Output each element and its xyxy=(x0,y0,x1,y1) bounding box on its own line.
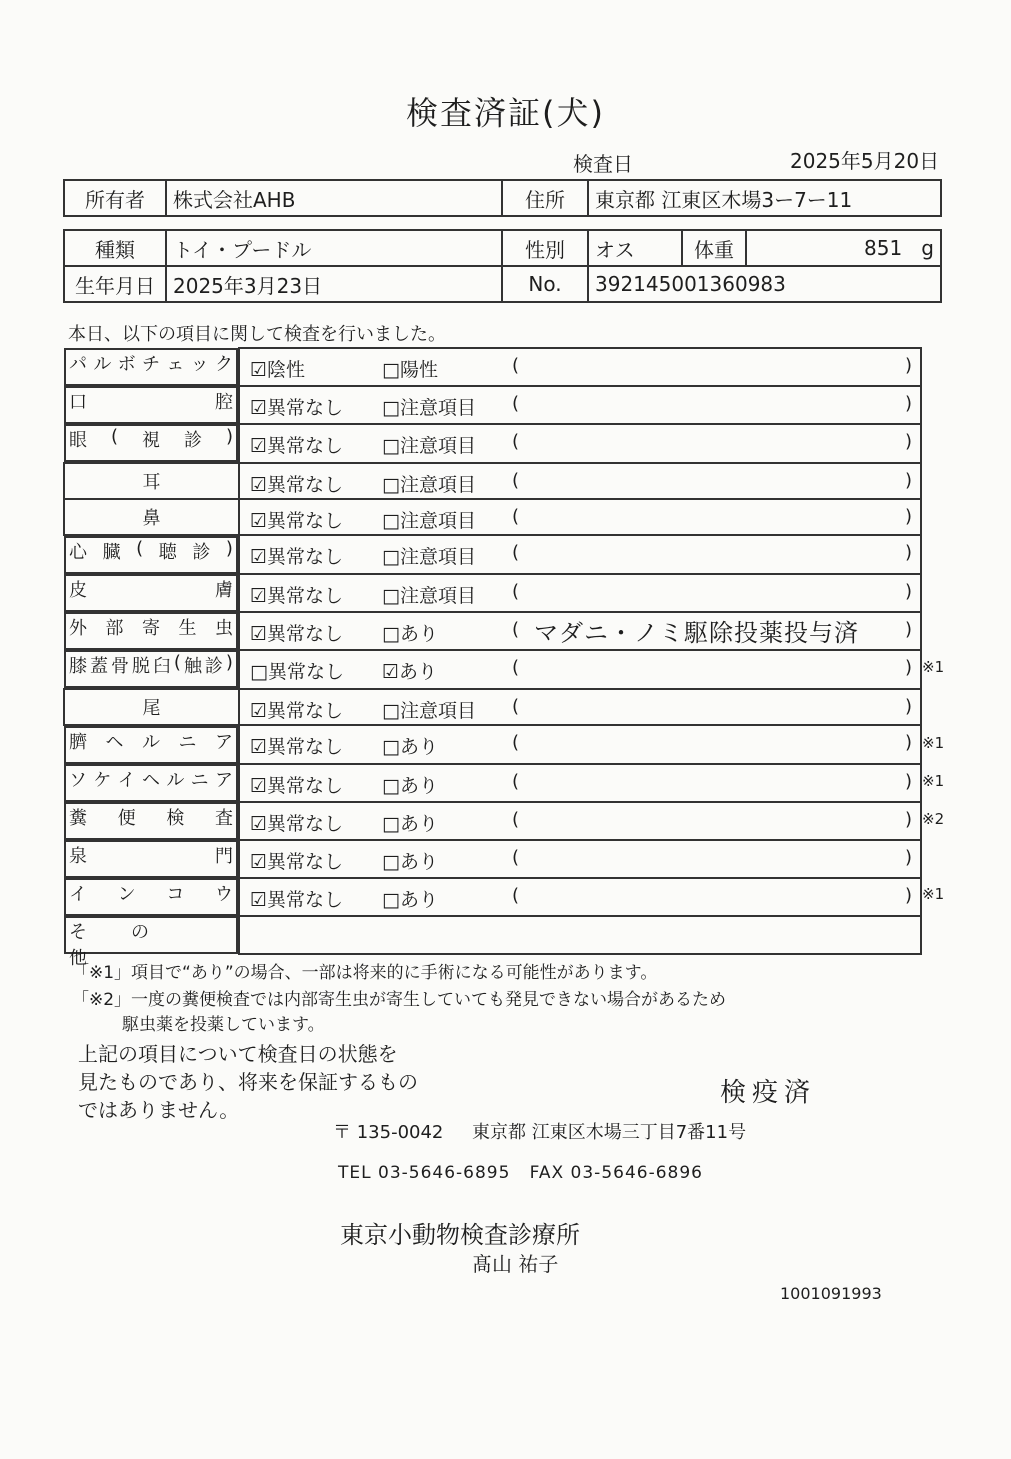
check-row xyxy=(64,463,921,499)
label-char: 腔 xyxy=(215,392,233,413)
check-row xyxy=(64,612,921,650)
label-char: 聴 xyxy=(158,542,177,563)
label-char: 骨 xyxy=(110,656,129,677)
check-item-label xyxy=(64,499,239,535)
label-char: 膝 xyxy=(69,656,87,677)
footnote-mark: ※1 xyxy=(922,658,945,677)
label-char: 臍 xyxy=(69,732,87,753)
open-paren: ( xyxy=(512,657,520,678)
intro-text: 本日、以下の項目に関して検査を行いました。 xyxy=(68,324,446,345)
option-normal: □異常なし xyxy=(250,661,344,683)
check-item-label xyxy=(64,348,238,386)
exam-date: 2025年5月20日 xyxy=(790,149,940,173)
open-paren: ( xyxy=(512,619,520,640)
close-paren: ) xyxy=(904,542,912,563)
label-char: ヘ xyxy=(141,770,160,791)
quarantine-seal: 検疫済 xyxy=(720,1078,817,1108)
footnote-1: 「※1」項目で“あり”の場合、一部は将来的に手術になる可能性があります。 xyxy=(72,963,658,983)
close-paren: ) xyxy=(904,619,912,640)
other-label xyxy=(64,916,238,969)
footnote-mark: ※2 xyxy=(922,809,945,828)
label-char: 検 xyxy=(166,808,185,829)
option-normal: ☑異常なし xyxy=(250,510,344,532)
label-char: 泉 xyxy=(69,846,87,867)
option-abnormal: □あり xyxy=(382,889,438,911)
option-abnormal: □陽性 xyxy=(382,359,438,381)
label-char: イ xyxy=(117,770,136,791)
check-row xyxy=(64,499,921,535)
option-normal: ☑異常なし xyxy=(250,736,344,758)
check-options xyxy=(239,574,921,612)
tel-number: TEL 03-5646-6895 xyxy=(338,1163,511,1183)
label-char: 外 xyxy=(69,618,87,639)
disclaimer-line: ではありません。 xyxy=(78,1098,240,1122)
option-normal: ☑異常なし xyxy=(250,435,344,457)
label-char: 生 xyxy=(178,618,197,639)
label-char: 皮 xyxy=(69,580,87,601)
open-paren: ( xyxy=(512,771,520,792)
label-char: 部 xyxy=(105,618,124,639)
option-abnormal: □注意項目 xyxy=(382,585,476,607)
check-row xyxy=(64,878,921,916)
footnote-mark: ※1 xyxy=(922,734,945,752)
label-char: ソ xyxy=(69,770,87,791)
label-char: 鼻 xyxy=(142,508,161,529)
open-paren: ( xyxy=(512,696,520,717)
label-char: ニ xyxy=(178,732,197,753)
label-char: ェ xyxy=(166,354,185,375)
check-item-label xyxy=(64,878,238,916)
close-paren: ) xyxy=(904,847,912,868)
weight-label: 体重 xyxy=(682,230,746,266)
option-abnormal: □注意項目 xyxy=(382,546,476,568)
open-paren: ( xyxy=(512,885,520,906)
option-normal: ☑異常なし xyxy=(250,700,344,722)
sex-label: 性別 xyxy=(502,230,588,266)
open-paren: ( xyxy=(512,809,520,830)
other-value xyxy=(239,916,921,954)
close-paren: ) xyxy=(904,657,912,678)
clinic-name: 東京小動物検査診療所 xyxy=(340,1221,580,1249)
option-abnormal: □注意項目 xyxy=(382,397,476,419)
check-item-label xyxy=(64,840,238,878)
address-value: 東京都 江東区木場3ー7ー11 xyxy=(588,180,941,216)
label-char: 触 xyxy=(183,656,202,677)
label-char: 臓 xyxy=(102,542,121,563)
label-char: ッ xyxy=(190,354,209,375)
label-char: ニ xyxy=(190,770,209,791)
close-paren: ) xyxy=(904,355,912,376)
option-normal: ☑異常なし xyxy=(250,546,344,568)
footnote-mark: ※1 xyxy=(922,885,945,904)
label-char: 視 xyxy=(142,430,160,451)
close-paren: ) xyxy=(904,431,912,452)
option-abnormal: ☑あり xyxy=(382,661,438,683)
label-char: 耳 xyxy=(142,472,161,493)
open-paren: ( xyxy=(512,431,520,452)
check-options xyxy=(239,424,921,463)
document-number: 1001091993 xyxy=(780,1284,882,1303)
label-char: 門 xyxy=(215,846,233,867)
no-value: 392145001360983 xyxy=(588,266,941,302)
check-row xyxy=(64,725,921,764)
check-row xyxy=(64,840,921,878)
check-item-label xyxy=(64,764,238,802)
label-char: ( xyxy=(110,426,119,447)
label-char: ル xyxy=(142,732,160,753)
check-item-label xyxy=(64,802,238,840)
label-char: 尾 xyxy=(142,698,161,719)
check-options xyxy=(239,386,921,424)
check-table xyxy=(63,347,922,969)
exam-date-label: 検査日 xyxy=(573,152,633,176)
option-abnormal: □注意項目 xyxy=(382,474,476,496)
check-options xyxy=(239,725,921,764)
clinic-street: 東京都 江東区木場三丁目7番11号 xyxy=(472,1122,747,1143)
open-paren: ( xyxy=(512,355,520,376)
footnote-2: 「※2」一度の糞便検査では内部寄生虫が寄生していても発見できない場合があるため xyxy=(72,990,727,1010)
label-char: ) xyxy=(225,652,233,673)
check-row xyxy=(64,802,921,840)
label-char: ケ xyxy=(93,770,112,791)
option-normal: ☑異常なし xyxy=(250,889,344,911)
label-char: 眼 xyxy=(69,430,87,451)
label-char: 診 xyxy=(192,542,211,563)
owner-value: 株式会社AHB xyxy=(166,180,502,216)
option-normal: ☑異常なし xyxy=(250,397,344,419)
close-paren: ) xyxy=(904,581,912,602)
check-options xyxy=(239,535,921,574)
label-char: ) xyxy=(225,538,233,559)
open-paren: ( xyxy=(512,470,520,491)
close-paren: ) xyxy=(904,393,912,414)
label-char: コ xyxy=(166,884,185,905)
check-options xyxy=(239,612,921,650)
label-char: ア xyxy=(215,732,233,753)
disclaimer-line: 上記の項目について検査日の状態を xyxy=(78,1042,398,1066)
close-paren: ) xyxy=(904,809,912,830)
label-char: ( xyxy=(173,652,181,673)
option-normal: ☑陰性 xyxy=(250,359,306,381)
close-paren: ) xyxy=(904,732,912,753)
open-paren: ( xyxy=(512,847,520,868)
label-char: 心 xyxy=(69,542,87,563)
label-char: イ xyxy=(69,884,87,905)
option-normal: ☑異常なし xyxy=(250,775,344,797)
disclaimer-line: 見たものであり、将来を保証するもの xyxy=(78,1070,418,1094)
label-char: 臼 xyxy=(152,656,171,677)
check-row xyxy=(64,689,921,725)
option-normal: ☑異常なし xyxy=(250,623,344,645)
label-char: 診 xyxy=(204,656,223,677)
check-options xyxy=(239,463,921,499)
label-char: パ xyxy=(69,354,87,375)
label-char: 便 xyxy=(117,808,136,829)
check-item-label xyxy=(64,536,238,574)
option-abnormal: □あり xyxy=(382,851,438,873)
footnote-mark: ※1 xyxy=(922,771,945,790)
option-normal: ☑異常なし xyxy=(250,585,344,607)
breed-label: 種類 xyxy=(64,230,166,266)
option-normal: ☑異常なし xyxy=(250,851,344,873)
option-abnormal: □注意項目 xyxy=(382,700,476,722)
close-paren: ) xyxy=(904,696,912,717)
other-label-text: その他 xyxy=(69,922,193,969)
check-item-label xyxy=(64,689,239,725)
label-char: ア xyxy=(214,770,233,791)
option-abnormal: □あり xyxy=(382,813,438,835)
check-options xyxy=(239,802,921,840)
check-row xyxy=(64,650,921,689)
check-item-label xyxy=(64,726,238,764)
check-options xyxy=(239,764,921,802)
option-abnormal: □注意項目 xyxy=(382,510,476,532)
close-paren: ) xyxy=(904,470,912,491)
fax-number: FAX 03-5646-6896 xyxy=(529,1163,703,1183)
label-char: ヘ xyxy=(105,732,124,753)
label-char: ボ xyxy=(117,354,136,375)
label-char: ル xyxy=(93,354,112,375)
label-char: 寄 xyxy=(142,618,160,639)
label-char: 虫 xyxy=(215,618,233,639)
postal-code: 〒 135-0042 xyxy=(333,1122,444,1143)
check-row xyxy=(64,386,921,424)
option-normal: ☑異常なし xyxy=(250,813,344,835)
label-char: ル xyxy=(166,770,185,791)
sex-value: オス xyxy=(588,230,682,266)
option-abnormal: □あり xyxy=(382,736,438,758)
page-title: 検査済証(犬) xyxy=(406,94,605,132)
close-paren: ) xyxy=(904,506,912,527)
check-options xyxy=(239,878,921,916)
label-char: 蓋 xyxy=(89,656,108,677)
option-abnormal: □あり xyxy=(382,775,438,797)
open-paren: ( xyxy=(512,506,520,527)
contact-line xyxy=(338,1163,703,1183)
check-options xyxy=(239,499,921,535)
check-row xyxy=(64,535,921,574)
label-char: ) xyxy=(225,426,233,447)
owner-label: 所有者 xyxy=(64,180,166,216)
birth-value: 2025年3月23日 xyxy=(166,266,502,302)
no-label: No. xyxy=(502,266,588,302)
check-row xyxy=(64,764,921,802)
pet-table xyxy=(63,229,942,303)
label-char: ン xyxy=(117,884,136,905)
weight-unit: g xyxy=(921,236,934,260)
check-item-label xyxy=(64,612,238,650)
check-item-label xyxy=(64,574,238,612)
open-paren: ( xyxy=(512,393,520,414)
check-row xyxy=(64,348,921,386)
check-note: マダニ・ノミ駆除投薬投与済 xyxy=(534,619,859,647)
close-paren: ) xyxy=(904,885,912,906)
label-char: ウ xyxy=(214,884,233,905)
option-abnormal: □注意項目 xyxy=(382,435,476,457)
disclaimer xyxy=(78,1040,418,1124)
clinic-address xyxy=(333,1118,746,1144)
check-item-label xyxy=(64,386,238,424)
label-char: 膚 xyxy=(215,580,233,601)
label-char: 査 xyxy=(214,808,233,829)
check-item-label xyxy=(64,424,238,462)
address-label: 住所 xyxy=(502,180,588,216)
label-char: 脱 xyxy=(131,656,150,677)
label-char: ( xyxy=(136,538,144,559)
check-row xyxy=(64,574,921,612)
birth-label: 生年月日 xyxy=(64,266,166,302)
label-char: チ xyxy=(141,354,160,375)
check-options xyxy=(239,840,921,878)
open-paren: ( xyxy=(512,732,520,753)
option-normal: ☑異常なし xyxy=(250,474,344,496)
breed-value: トイ・プードル xyxy=(166,230,502,266)
label-char: 糞 xyxy=(69,808,87,829)
label-char: 口 xyxy=(69,392,87,413)
check-item-label xyxy=(64,650,238,688)
check-item-label xyxy=(64,463,239,499)
label-char: ク xyxy=(214,354,233,375)
owner-table xyxy=(63,179,942,217)
staff-name: 髙山 祐子 xyxy=(472,1252,559,1276)
check-options xyxy=(239,650,921,689)
label-char: 診 xyxy=(183,430,202,451)
open-paren: ( xyxy=(512,581,520,602)
close-paren: ) xyxy=(904,771,912,792)
weight-cell xyxy=(746,230,941,266)
open-paren: ( xyxy=(512,542,520,563)
check-options xyxy=(239,689,921,725)
weight-value: 851 xyxy=(864,236,903,260)
option-abnormal: □あり xyxy=(382,623,438,645)
check-row xyxy=(64,424,921,463)
check-options xyxy=(239,348,921,386)
footnote-2-cont: 駆虫薬を投薬しています。 xyxy=(122,1015,325,1035)
